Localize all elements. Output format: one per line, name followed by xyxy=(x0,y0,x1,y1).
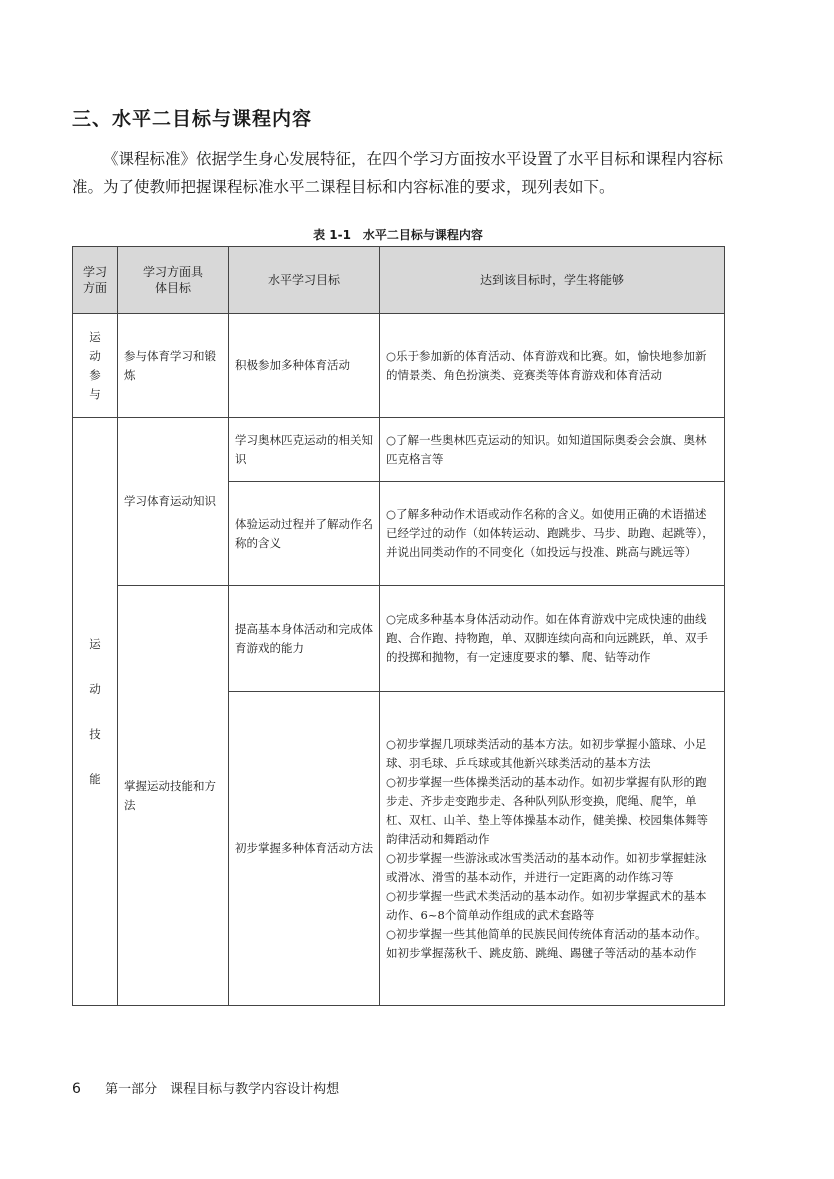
page-footer xyxy=(72,1078,339,1097)
outcome-item: ○完成多种基本身体活动动作。如在体育游戏中完成快速的曲线跑、合作跑、持物跑，单、双脚连续向高和向远跳跃，单、双手的投掷和抛物，有一定速度要求的攀、爬、钻等动作 xyxy=(386,612,708,664)
aspect-char: 运 xyxy=(89,636,101,651)
outcome-item: ○初步掌握一些其他简单的民族民间传统体育活动的基本动作。如初步掌握荡秋千、跳皮筋、跳绳、踢毽子等活动的基本动作 xyxy=(386,926,707,960)
part-title: 第一部分 课程目标与教学内容设计构想 xyxy=(105,1082,340,1097)
table-header-row xyxy=(73,247,725,314)
table-caption: 表 1-1 水平二目标与课程内容 xyxy=(313,228,483,242)
outcome-cell xyxy=(380,482,725,586)
header-aspect xyxy=(73,247,118,314)
outcome-item: ○初步掌握几项球类活动的基本方法。如初步掌握小篮球、小足球、羽毛球、乒乓球或其他新兴球类活动的基本方法 xyxy=(386,736,707,770)
aspect-char: 动 xyxy=(89,681,101,696)
level-goal-cell: 学习奥林匹克运动的相关知识 xyxy=(229,418,380,482)
header-aspect-label: 学习方面 xyxy=(82,265,107,295)
outcome-cell xyxy=(380,692,725,1006)
page-number: 6 xyxy=(72,1081,81,1097)
aspect-char: 参 xyxy=(89,367,101,382)
header-specific-goal xyxy=(118,247,229,314)
outcome-cell xyxy=(380,418,725,482)
intro-text: 《课程标准》依据学生身心发展特征，在四个学习方面按水平设置了水平目标和课程内容标准。为了使教师把握课程标准水平二课程目标和内容标准的要求，现列表如下。 xyxy=(72,150,724,196)
level-goal-cell: 体验运动过程并了解动作名称的含义 xyxy=(229,482,380,586)
section-title: 三、水平二目标与课程内容 xyxy=(72,107,313,130)
outcome-item: ○乐于参加新的体育活动、体育游戏和比赛。如，愉快地参加新的情景类、角色扮演类、竞赛类等体育游戏和体育活动 xyxy=(386,348,707,382)
aspect-char: 动 xyxy=(89,348,101,363)
aspect-char: 能 xyxy=(89,771,101,786)
table-row xyxy=(73,586,725,692)
outcome-item: ○了解一些奥林匹克运动的知识。如知道国际奥委会会旗、奥林匹克格言等 xyxy=(386,432,707,466)
aspect-char: 运 xyxy=(89,329,101,344)
outcome-item: ○初步掌握一些游泳或冰雪类活动的基本动作。如初步掌握蛙泳或滑冰、滑雪的基本动作，并进行一定距离的动作练习等 xyxy=(386,850,707,884)
level-goal-cell: 提高基本身体活动和完成体育游戏的能力 xyxy=(229,586,380,692)
table-row xyxy=(73,418,725,482)
specific-goal-cell: 掌握运动技能和方法 xyxy=(118,586,229,1006)
outcome-item: ○了解多种动作术语或动作名称的含义。如使用正确的术语描述已经学过的动作（如体转运动、跑跳步、马步、助跑、起跳等），并说出同类动作的不同变化（如投远与投准、跳高与跳远等） xyxy=(386,507,714,559)
goals-table xyxy=(72,246,725,1006)
outcome-cell xyxy=(380,586,725,692)
outcome-item: ○初步掌握一些武术类活动的基本动作。如初步掌握武术的基本动作、6~8个简单动作组成的武术套路等 xyxy=(386,888,707,922)
outcome-item: ○初步掌握一些体操类活动的基本动作。如初步掌握有队形的跑步走、齐步走变跑步走、各种队列队形变换，爬绳、爬竿，单杠、双杠、山羊、垫上等体操基本动作，健美操、校园集体舞等韵律活动和舞蹈动作 xyxy=(386,774,708,846)
aspect-char: 技 xyxy=(89,726,101,741)
aspect-char: 与 xyxy=(89,386,101,401)
header-level-goal: 水平学习目标 xyxy=(229,247,380,314)
aspect-cell-skills xyxy=(73,418,118,1006)
specific-goal-cell: 参与体育学习和锻炼 xyxy=(118,314,229,418)
level-goal-cell: 初步掌握多种体育活动方法 xyxy=(229,692,380,1006)
aspect-cell-participation xyxy=(73,314,118,418)
header-outcome: 达到该目标时，学生将能够 xyxy=(380,247,725,314)
table-row xyxy=(73,314,725,418)
header-specific-goal-label: 学习方面具体目标 xyxy=(142,265,203,295)
intro-paragraph xyxy=(72,145,737,201)
table-body xyxy=(73,314,725,1006)
level-goal-cell: 积极参加多种体育活动 xyxy=(229,314,380,418)
specific-goal-cell: 学习体育运动知识 xyxy=(118,418,229,586)
outcome-cell xyxy=(380,314,725,418)
